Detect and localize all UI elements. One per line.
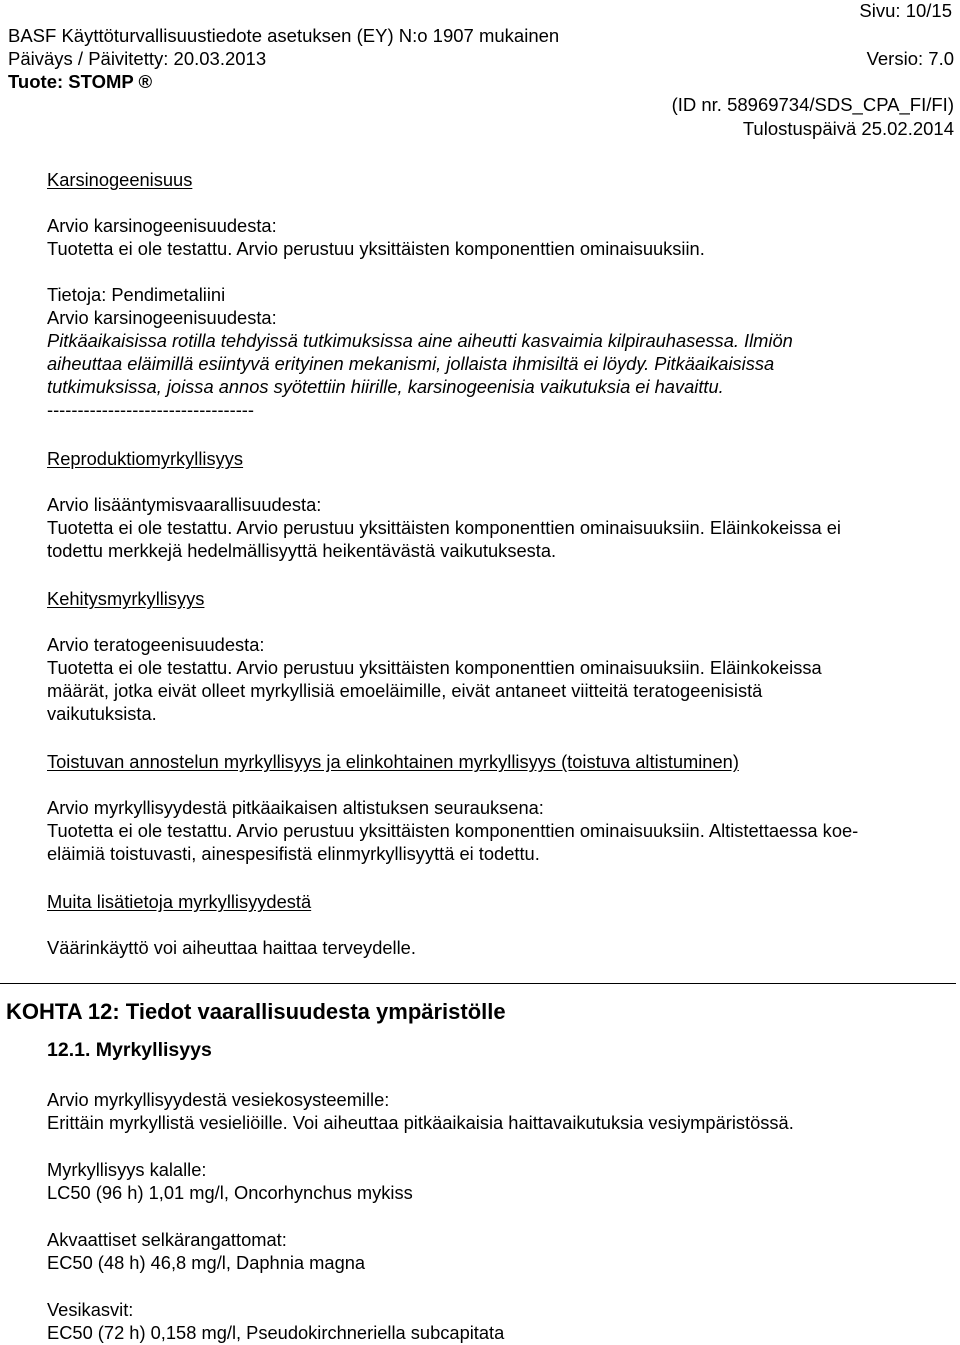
invertebrates-label: Akvaattiset selkärangattomat: [47, 1229, 287, 1250]
fish-value: LC50 (96 h) 1,01 mg/l, Oncorhynchus mykiss [47, 1182, 413, 1203]
invertebrates-value: EC50 (48 h) 46,8 mg/l, Daphnia magna [47, 1252, 366, 1273]
other-text: Väärinkäyttö voi aiheuttaa haittaa terveydelle. [47, 937, 416, 958]
development-line: vaikutuksista. [47, 703, 157, 724]
separator-line: ---------------------------------- [47, 399, 254, 420]
date-line: Päiväys / Päivitetty: 20.03.2013 [8, 48, 267, 69]
development-label: Arvio teratogeenisuudesta: [47, 634, 265, 655]
info-label: Arvio karsinogeenisuudesta: [47, 307, 277, 328]
ecotoxicity-section [47, 1088, 947, 1344]
info-line: Pitkäaikaisissa rotilla tehdyissä tutkimuksissa aine aiheutti kasvaimia kilpirauhasessa. Ilmiön [47, 330, 793, 351]
development-heading: Kehitysmyrkyllisyys [47, 588, 205, 609]
plants-label: Vesikasvit: [47, 1299, 134, 1320]
carcinogenicity-section [47, 168, 947, 421]
reproduction-label: Arvio lisääntymisvaarallisuudesta: [47, 494, 322, 515]
reproduction-section [47, 447, 947, 562]
section-divider [0, 983, 956, 984]
carcinogenicity-label: Arvio karsinogeenisuudesta: [47, 215, 277, 236]
carcinogenicity-heading: Karsinogeenisuus [47, 169, 193, 190]
repeated-dose-section [47, 750, 947, 865]
other-info-section [47, 890, 947, 959]
reproduction-line: Tuotetta ei ole testattu. Arvio perustuu yksittäisten komponenttien ominaisuuksiin. Eläinkokeissa ei [47, 517, 841, 538]
carcinogenicity-text: Tuotetta ei ole testattu. Arvio perustuu yksittäisten komponenttien ominaisuuksiin. [47, 238, 705, 259]
section-12-1-title: 12.1. Myrkyllisyys [47, 1039, 212, 1061]
version-label: Versio: 7.0 [866, 48, 954, 69]
document-id: (ID nr. 58969734/SDS_CPA_FI/FI) [671, 94, 954, 115]
regulation-line: BASF Käyttöturvallisuustiedote asetuksen (EY) N:o 1907 mukainen [8, 25, 560, 46]
repeated-label: Arvio myrkyllisyydestä pitkäaikaisen altistuksen seurauksena: [47, 797, 544, 818]
aquatic-text: Erittäin myrkyllistä vesieliöille. Voi aiheuttaa pitkäaikaisia haittavaikutuksia vesiympäristössä. [47, 1112, 794, 1133]
repeated-heading: Toistuvan annostelun myrkyllisyys ja elinkohtainen myrkyllisyys (toistuva altistuminen) [47, 751, 739, 772]
print-date: Tulostuspäivä 25.02.2014 [742, 118, 954, 139]
product-name: Tuote: STOMP ® [8, 71, 153, 92]
development-line: määrät, jotka eivät olleet myrkyllisiä emoeläimille, eivät antaneet viitteitä teratogeenisistä [47, 680, 763, 701]
other-heading: Muita lisätietoja myrkyllisyydestä [47, 891, 312, 912]
fish-label: Myrkyllisyys kalalle: [47, 1159, 207, 1180]
section-12-title: KOHTA 12: Tiedot vaarallisuudesta ympäristölle [6, 999, 506, 1024]
info-title: Tietoja: Pendimetaliini [47, 284, 226, 305]
page-number: Sivu: 10/15 [859, 0, 952, 21]
repeated-line: Tuotetta ei ole testattu. Arvio perustuu yksittäisten komponenttien ominaisuuksiin. Altistettaessa koe- [47, 820, 859, 841]
development-line: Tuotetta ei ole testattu. Arvio perustuu yksittäisten komponenttien ominaisuuksiin. Eläinkokeissa [47, 657, 822, 678]
development-section [47, 587, 947, 725]
reproduction-heading: Reproduktiomyrkyllisyys [47, 448, 244, 469]
info-line: aiheuttaa eläimillä esiintyvä erityinen mekanismi, jollaista ihmisiltä ei löydy. Pitkäaikaisissa [47, 353, 775, 374]
repeated-line: eläimiä toistuvasti, ainespesifistä elinmyrkyllisyyttä ei todettu. [47, 843, 540, 864]
reproduction-line: todettu merkkejä hedelmällisyyttä heikentävästä vaikutuksesta. [47, 540, 557, 561]
info-line: tutkimuksissa, joissa annos syötettiin hiirille, karsinogeenisia vaikutuksia ei havaittu. [47, 376, 724, 397]
aquatic-label: Arvio myrkyllisyydestä vesiekosysteemille: [47, 1089, 390, 1110]
plants-value: EC50 (72 h) 0,158 mg/l, Pseudokirchneriella subcapitata [47, 1322, 505, 1343]
